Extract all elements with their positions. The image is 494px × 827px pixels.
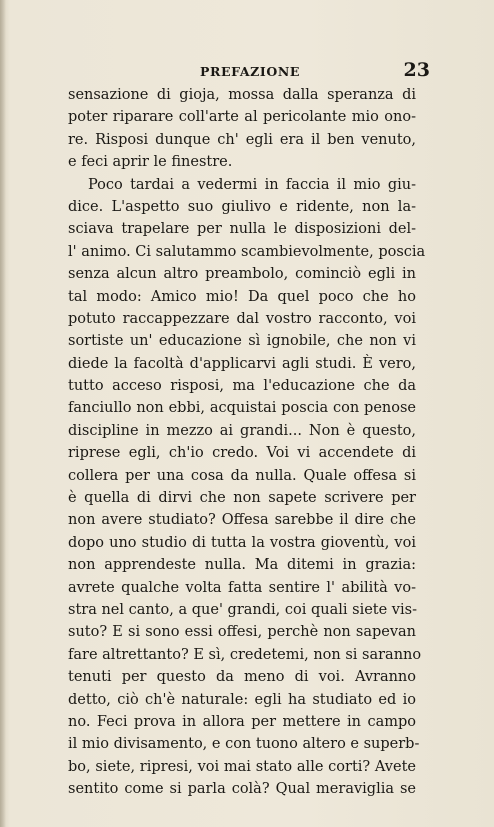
text-line: non apprendeste nulla. Ma ditemi in grazia: — [68, 557, 416, 574]
text-line: è quella di dirvi che non sapete scrivere per — [68, 490, 416, 507]
text-line: tal modo: Amico mio! Da quel poco che ho — [68, 288, 416, 305]
text-line: dopo uno studio di tutta la vostra gioventù, voi — [68, 534, 416, 551]
text-line: sensazione di gioja, mossa dalla speranza di — [68, 87, 416, 103]
text-line: fanciullo non ebbi, acquistai poscia con penose — [68, 400, 416, 417]
text-line: riprese egli, ch'io credo. Voi vi accendete di — [68, 445, 416, 462]
page-header — [70, 59, 430, 82]
text-line: non avere studiato? Offesa sarebbe il dire che — [68, 512, 416, 529]
text-line: sciava trapelare per nulla le disposizioni del- — [68, 221, 416, 238]
binding-gutter-shadow — [0, 0, 6, 827]
text-line: poter riparare coll'arte al pericolante mio ono- — [68, 109, 416, 126]
page-number: 23 — [403, 59, 430, 81]
text-line: collera per una cosa da nulla. Quale offesa si — [68, 467, 416, 484]
text-line: re. Risposi dunque ch' egli era il ben venuto, — [68, 131, 416, 148]
text-line: stra nel canto, a que' grandi, coi quali siete vis- — [68, 601, 417, 618]
text-line: detto, ciò ch'è naturale: egli ha studiato ed io — [68, 691, 416, 708]
text-line: senza alcun altro preambolo, cominciò egli in — [68, 266, 416, 283]
text-line: suto? E si sono essi offesi, perchè non sapevan — [68, 624, 416, 641]
body-text — [68, 84, 426, 801]
text-line: l' animo. Ci salutammo scambievolmente, poscia — [68, 243, 426, 260]
text-line: diede la facoltà d'applicarvi agli studi. È vero, — [68, 355, 416, 372]
text-line: Poco tardai a vedermi in faccia il mio giu- — [88, 176, 416, 193]
text-line: fare altrettanto? E sì, credetemi, non si saranno — [68, 646, 422, 663]
text-line: bo, siete, ripresi, voi mai stato alle corti? Avete — [68, 758, 416, 775]
text-line: tenuti per questo da meno di voi. Avranno — [68, 669, 416, 686]
running-title: PREFAZIONE — [200, 64, 300, 79]
text-line: il mio divisamento, e con tuono altero e superb- — [68, 736, 420, 753]
text-line: avrete qualche volta fatta sentire l' abilità vo- — [68, 579, 416, 596]
text-line: tutto acceso risposi, ma l'educazione che da — [68, 378, 416, 395]
text-line: discipline in mezzo ai grandi... Non è questo, — [68, 422, 416, 439]
text-line: no. Feci prova in allora per mettere in campo — [68, 713, 416, 730]
text-line: dice. L'aspetto suo giulivo e ridente, non la- — [68, 198, 416, 215]
text-line: sortiste un' educazione sì ignobile, che non vi — [68, 333, 416, 350]
text-line: sentito come si parla colà? Qual meraviglia se — [68, 781, 416, 798]
text-line: potuto raccappezzare dal vostro racconto, voi — [68, 310, 416, 327]
text-line: e feci aprir le finestre. — [68, 154, 233, 171]
